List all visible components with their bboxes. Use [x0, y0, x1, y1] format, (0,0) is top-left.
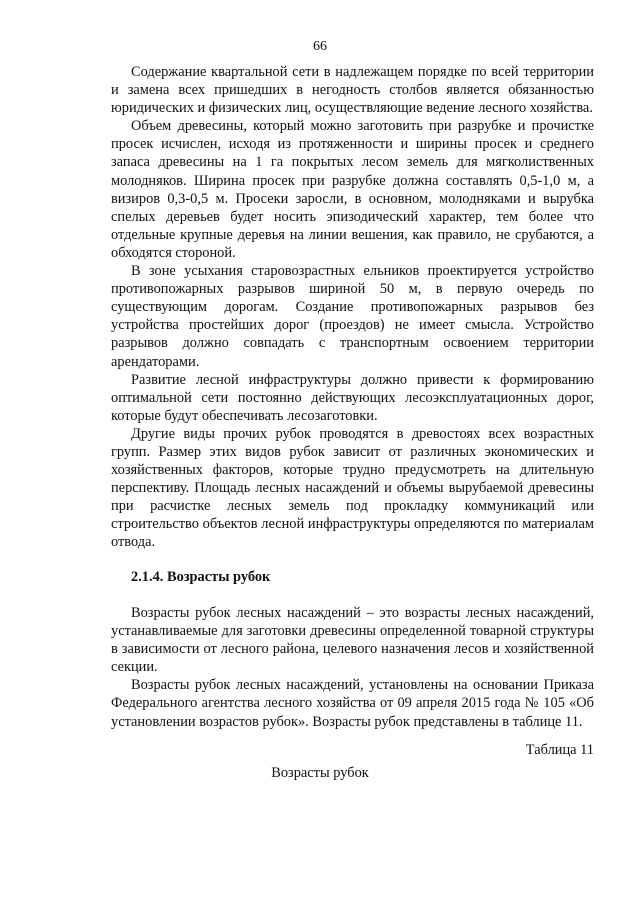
body-text [111, 63, 594, 552]
paragraph: Содержание квартальной сети в надлежащем порядке по всей территории и замена всех пришедших в негодность столбов является обязанностью юридических и физических лиц, осуществляющие ведение лесного хозяйства. [111, 64, 594, 117]
paragraph: Возрасты рубок лесных насаждений, установлены на основании Приказа Федерального агентства лесного хозяйства от 09 апреля 2015 года № 105 «Об установлении возрастов рубок». Возрасты рубок представлены в таблице 11. [111, 677, 594, 730]
section-heading: 2.1.4. Возрасты рубок [131, 569, 271, 585]
paragraph: Развитие лесной инфраструктуры должно привести к формированию оптимальной сети постоянно действующих лесоэксплуатационных дорог, которые будут обеспечивать лесозаготовки. [111, 371, 594, 424]
paragraph: Объем древесины, который можно заготовить при разрубке и прочистке просек исчислен, исходя из протяженности и ширины просек и среднего запаса древесины на 1 га покрытых лесом земель для мягколиственных молодняков. Ширина просек при разрубке должна составлять 0,5-1,0 м, а визиров 0,3-0,5 м. Просеки заросли, в основном, молодняками и вырубка спелых деревьев будет носить эпизодический характер, тем более что отдельные крупные деревья на линии вешения, как правило, не срубаются, а обходятся стороной. [111, 118, 594, 261]
paragraph: Возрасты рубок лесных насаждений – это возрасты лесных насаждений, устанавливаемые для заготовки древесины определенной товарной структуры в зависимости от лесного района, целевого назначения лесов и хозяйственной секции. [111, 605, 594, 676]
paragraph: В зоне усыхания старовозрастных ельников проектируется устройство противопожарных разрывов шириной 50 м, в первую очередь по существующим дорогам. Создание противопожарных разрывов без устройства простейших дорог (проездов) не имеет смысла. Устройство разрывов должно совпадать с транспортным освоением территории арендаторами. [111, 263, 594, 370]
page-number: 66 [313, 39, 327, 54]
section-body-text [111, 604, 594, 731]
table-label: Таблица 11 [525, 742, 594, 758]
paragraph: Другие виды прочих рубок проводятся в древостоях всех возрастных групп. Размер этих видов рубок зависит от различных экономических и хозяйственных факторов, которые трудно предусмотреть на длительную перспективу. Площадь лесных насаждений и объемы вырубаемой древесины при расчистке лесных земель под прокладку коммуникаций или строительство объектов лесной инфраструктуры определяются по материалам отвода. [111, 425, 594, 551]
table-title: Возрасты рубок [271, 765, 369, 781]
